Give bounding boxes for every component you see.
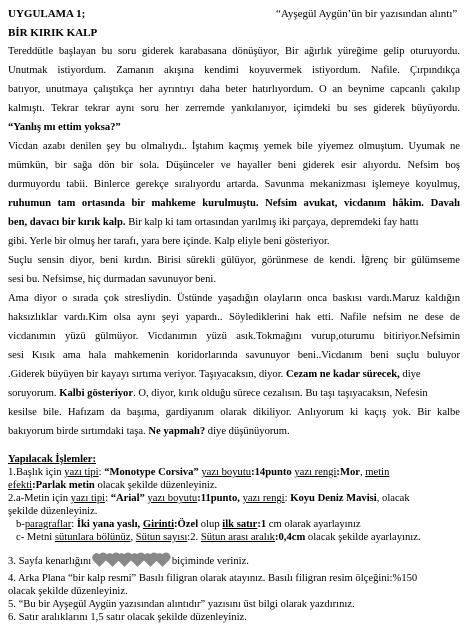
task-item-2a: 2.a-Metin için yazı tipi: “Arial” yazı boyutu:11punto, yazı rengi: Koyu Deniz Mavisi, olacak <box>8 493 410 504</box>
story-line: Tereddütle başlayan bu soru giderek karabasana dönüşüyor, Bir ağırlık yüreğime gelip oturuyordu. <box>8 46 460 57</box>
task-item-3: 3. Sayfa kenarlığını biçiminde veriniz. <box>8 555 249 567</box>
task-item-4-cont: olacak şekilde düzenleyiniz. <box>8 586 128 597</box>
task-item-6: 6. Satır aralıklarını 1,5 satır olacak şekilde düzenleyiniz. <box>8 612 247 623</box>
story-line: Suçlu sensin diyor, beni kırdın. Birisi sürekli gülüyor, görünmese de kendi. İğrenç bir gülümseme <box>8 255 460 266</box>
story-line: Vicdan azabı denilen şey bu olmalıydı.. İştahım kaçmış yemek bile yiyemez olmuştum. Uyumak ne <box>8 141 460 152</box>
story-line: ruhumun tam ortasında bir mahkeme kurulmuştu. Nefsim avukat, vicdanım hâkim. Davalı <box>8 198 460 209</box>
text-run: bakıyorum birde sırtımdaki taşa. <box>8 426 149 437</box>
tasks-heading: Yapılacak İşlemler: <box>8 454 96 465</box>
task-item-2c: c- Metni sütunlara bölünüz, Sütun sayısı:2. Sütun arası aralık:0,4cm olacak şekilde ayarlayınız. <box>16 532 421 543</box>
text-run: Bir kalp ki tam ortasından yarılmış iki parçaya, depremdeki fay hattı <box>125 217 419 228</box>
story-line: kalmıştı. Tekrar tekrar aynı soru her zerremde yankılanıyor, içimdeki bu ses giderek büyüyordu. <box>8 103 460 114</box>
bold-phrase: Cezam ne kadar sürecek, <box>285 369 400 380</box>
heart-border-sample <box>95 555 168 568</box>
text-run: .Giderek büyüyen bir kayayı sırtıma veriyor. Taşıyacaksın, diyor. <box>8 369 286 380</box>
story-line: batıyor, unutmaya çalıştıkça her ayrıntıyı daha beter hatırlıyordum. O an beynime capcanlı çakılıp <box>8 84 460 95</box>
bold-phrase: Kalbi gösteriyor <box>59 388 134 399</box>
story-line: sesi bu. Nefsimse, hiç durmadan savunuyor beni. <box>8 274 217 285</box>
task-item-4: 4. Arka Plana “bir kalp resmi” Basılı filigran olarak atayınız. Basılı filigran resim ölçeğini:%150 <box>8 573 418 584</box>
quote-source: “Ayşegül Aygün’ün bir yazısından alıntı” <box>276 8 458 20</box>
story-line: Ama diyor o sırada çok stresliydin. Üstünde yaşadığın olayların onca baskısı vardı.Maruz kaldığın <box>8 293 460 304</box>
story-line: Unutmak istiyordum. Zamanın akışına kendimi koyuvermek istiyordum. Nafile. Çırpındıkça <box>8 65 460 76</box>
story-line <box>8 369 421 381</box>
story-line: sesi Kısık ama hala mahkemenin koridorlarında savunuyor beni..Vicdanım beni suçlu buluyor <box>8 350 460 361</box>
text-run: diye <box>399 369 421 380</box>
story-line: mümkün, bir sağa dön bir sola. Düşünceler ve hayaller beni giderek esir alıyordu. Nefsim boş <box>8 160 460 171</box>
story-line <box>8 217 460 229</box>
story-question: “Yanlış mı ettim yoksa?” <box>8 122 121 133</box>
text-run: diye düşünüyorum. <box>205 426 290 437</box>
task-item-1: 1.Başlık için yazı tipi: “Monotype Corsiva” yazı boyutu:14punto yazı rengi:Mor, metin <box>8 467 390 478</box>
task-item-2a-cont: şekilde düzenleyiniz. <box>8 506 98 517</box>
story-line <box>8 426 290 438</box>
task-item-1-cont: efekti:Parlak metin olacak şekilde düzenleyiniz. <box>8 480 218 491</box>
text-run: soruyorum. <box>8 388 60 399</box>
story-line: haksızlıklar vardı.Kim olsa aynı şeyi yapardı.. Söylediklerini hak etti. Nafile nefsim ne dese de <box>8 312 460 323</box>
exercise-label: UYGULAMA 1; <box>8 8 86 20</box>
story-line <box>8 388 428 400</box>
story-line: vicdanımın yüzü gülmüyor. Vicdanımın yüzü asık.Tokmağını vurup,oturumu bitiriyor.Nefsimin <box>8 331 460 342</box>
story-line: durmuyordu tabii. Binlerce gerekçe sıralıyordu artarda. Savunma mekanizması işlemeye koyulmuş, <box>8 179 460 190</box>
bold-phrase: ben, davacı bir kırık kalp. <box>8 217 126 228</box>
story-line: kesilse bile. Hafızam da başıma, gardiyanım olarak dikiliyor. Anlıyorum ki kaçış yok. Bir kalbe <box>8 407 460 418</box>
story-line: gibi. Yerle bir olmuş her tarafı, yara bere içinde. Kalp eliyle beni gösteriyor. <box>8 236 330 247</box>
text-run: . O, diyor, kırık olduğu sürece cezalısın. Bu taşı taşıyacaksın, Nefesin <box>133 388 428 399</box>
bold-phrase: Ne yapmalı? <box>148 426 206 437</box>
story-title: BİR KIRIK KALP <box>8 27 98 39</box>
heart-icon <box>156 554 169 567</box>
task-item-2b: b-paragraflar: İki yana yaslı, Girinti:Özel olup ilk satır:1 cm olarak ayarlayınız <box>16 519 361 530</box>
task-item-5: 5. “Bu bir Ayşegül Aygün yazısından alıntıdır” yazısını üst bilgi olarak yazdırınız. <box>8 599 355 610</box>
